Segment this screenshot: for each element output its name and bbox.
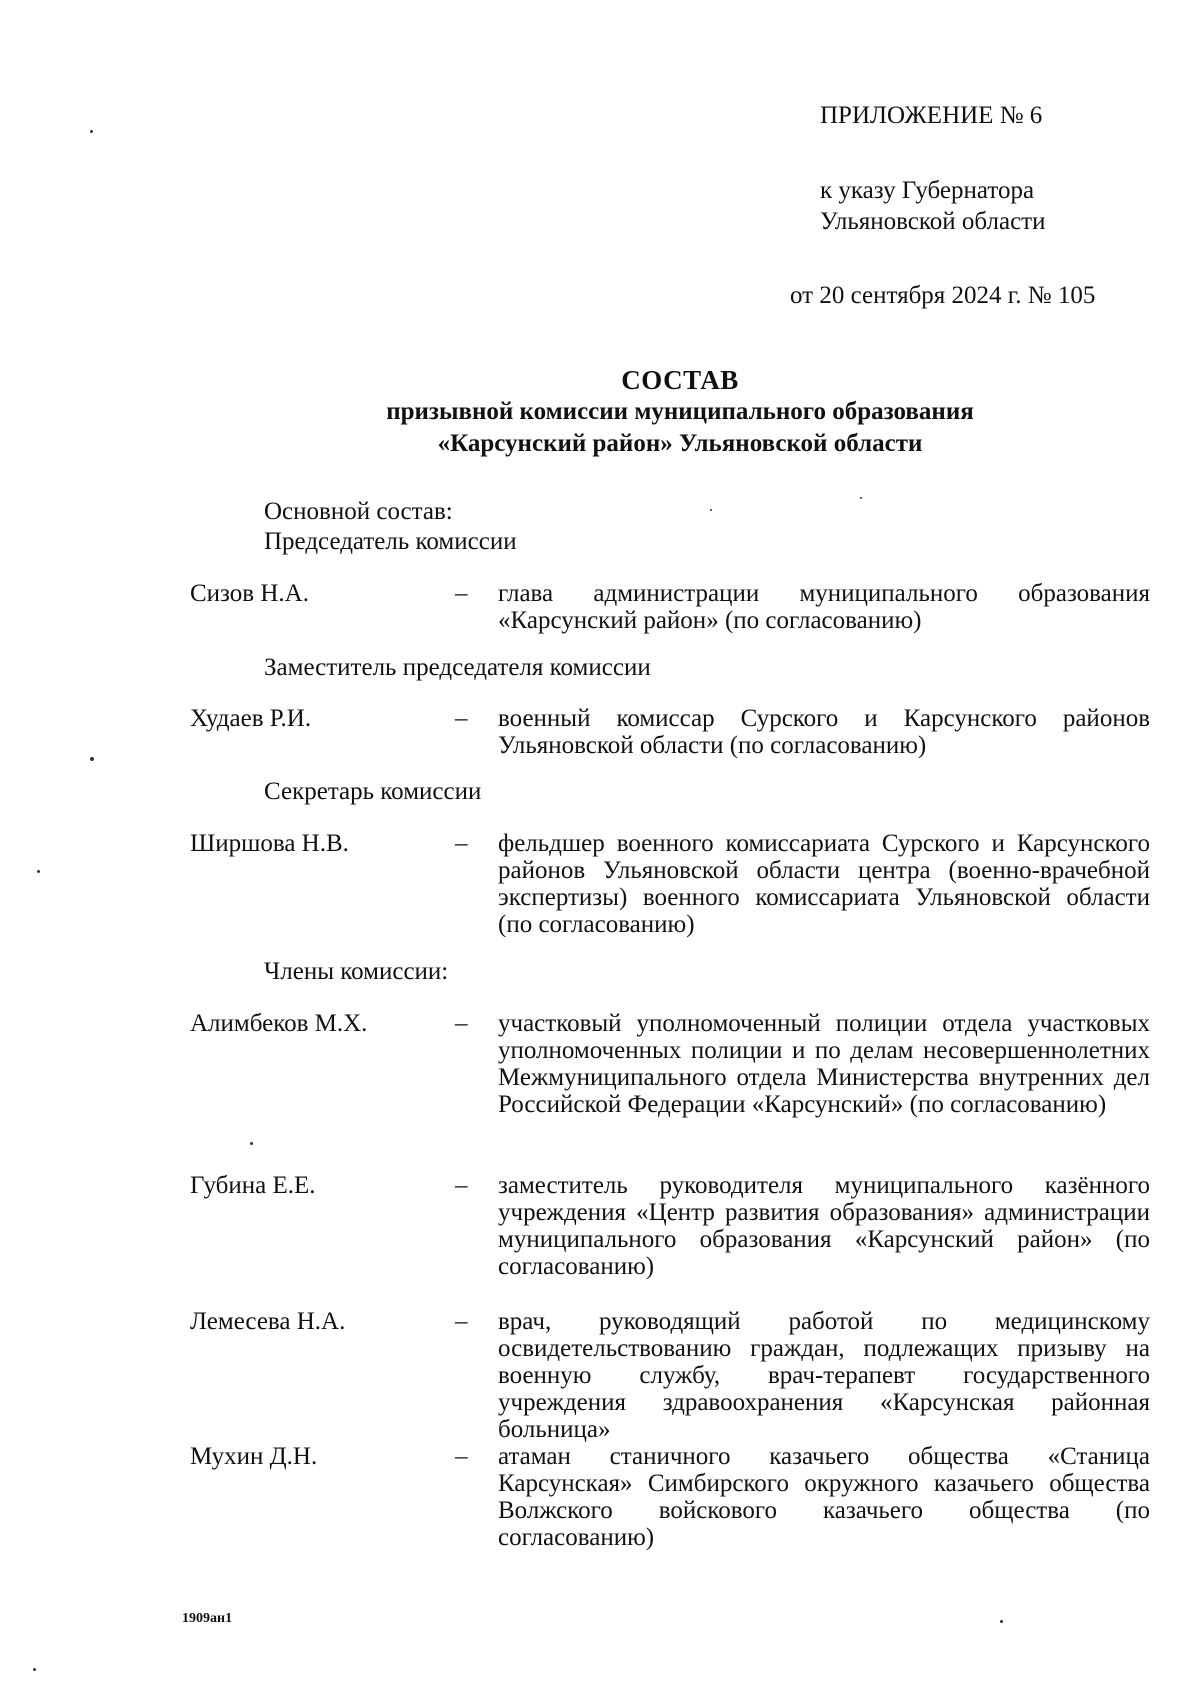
appendix-region-line: Ульяновской области bbox=[820, 208, 1046, 235]
member-dash: – bbox=[455, 1443, 468, 1470]
member-name: Худаев Р.И. bbox=[190, 705, 312, 732]
member-dash: – bbox=[455, 1010, 468, 1037]
section-members-label: Члены комиссии: bbox=[264, 958, 449, 985]
appendix-decree-line: к указу Губернатора bbox=[820, 177, 1035, 204]
document-subtitle-line2: «Карсунский район» Ульяновской области bbox=[437, 430, 923, 457]
document-title: СОСТАВ bbox=[621, 365, 739, 395]
footer-document-code: 1909ан1 bbox=[182, 1611, 233, 1626]
scan-speck bbox=[250, 1142, 253, 1145]
member-name: Алимбеков М.Х. bbox=[190, 1010, 368, 1037]
member-dash: – bbox=[455, 705, 468, 732]
scan-speck bbox=[90, 130, 93, 133]
member-dash: – bbox=[455, 1308, 468, 1335]
section-chairman-label: Председатель комиссии bbox=[264, 528, 517, 555]
member-description: глава администрации муниципального образования «Карсунский район» (по согласованию) bbox=[498, 580, 1150, 634]
member-description: заместитель руководителя муниципального казённого учреждения «Центр развития образования» администрации муниципального образования «Карсунский район» (по согласованию) bbox=[498, 1172, 1150, 1280]
scan-speck bbox=[860, 497, 862, 499]
member-dash: – bbox=[455, 1172, 468, 1199]
section-deputy-label: Заместитель председателя комиссии bbox=[264, 654, 651, 681]
member-description: участковый уполномоченный полиции отдела участковых уполномоченных полиции и по делам несовершеннолетних Межмуниципального отдела Министерства внутренних дел Российской Федерации «Карсунский» (по согласованию) bbox=[498, 1010, 1150, 1118]
member-name: Сизов Н.А. bbox=[190, 580, 309, 607]
member-description: фельдшер военного комиссариата Сурского и Карсунского районов Ульяновской области центра (военно-врачебной экспертизы) военного комиссариата Ульяновской области (по согласованию) bbox=[498, 830, 1150, 938]
scan-speck bbox=[1000, 1620, 1003, 1623]
scan-speck bbox=[710, 509, 712, 511]
member-dash: – bbox=[455, 580, 468, 607]
scan-speck bbox=[33, 1668, 36, 1671]
section-main-label: Основной состав: bbox=[264, 498, 453, 525]
appendix-title: ПРИЛОЖЕНИЕ № 6 bbox=[820, 102, 1043, 129]
member-name: Мухин Д.Н. bbox=[190, 1443, 318, 1470]
appendix-date: от 20 сентября 2024 г. № 105 bbox=[790, 282, 1096, 309]
scan-speck bbox=[37, 870, 40, 873]
member-name: Ширшова Н.В. bbox=[190, 830, 349, 857]
document-subtitle-line1: призывной комиссии муниципального образования bbox=[386, 398, 974, 425]
member-description: атаман станичного казачьего общества «Станица Карсунская» Симбирского окружного казачьего общества Волжского войскового казачьего общества (по согласованию) bbox=[498, 1443, 1150, 1551]
section-secretary-label: Секретарь комиссии bbox=[264, 778, 482, 805]
scan-speck bbox=[90, 757, 94, 761]
member-dash: – bbox=[455, 830, 468, 857]
member-name: Лемесева Н.А. bbox=[190, 1308, 346, 1335]
member-description: военный комиссар Сурского и Карсунского районов Ульяновской области (по согласованию) bbox=[498, 705, 1150, 759]
document-heading bbox=[180, 364, 1180, 460]
member-description: врач, руководящий работой по медицинскому освидетельствованию граждан, подлежащих призыву на военную службу, врач-терапевт государственного учреждения здравоохранения «Карсунская районная больница» bbox=[498, 1308, 1150, 1443]
member-name: Губина Е.Е. bbox=[190, 1172, 316, 1199]
